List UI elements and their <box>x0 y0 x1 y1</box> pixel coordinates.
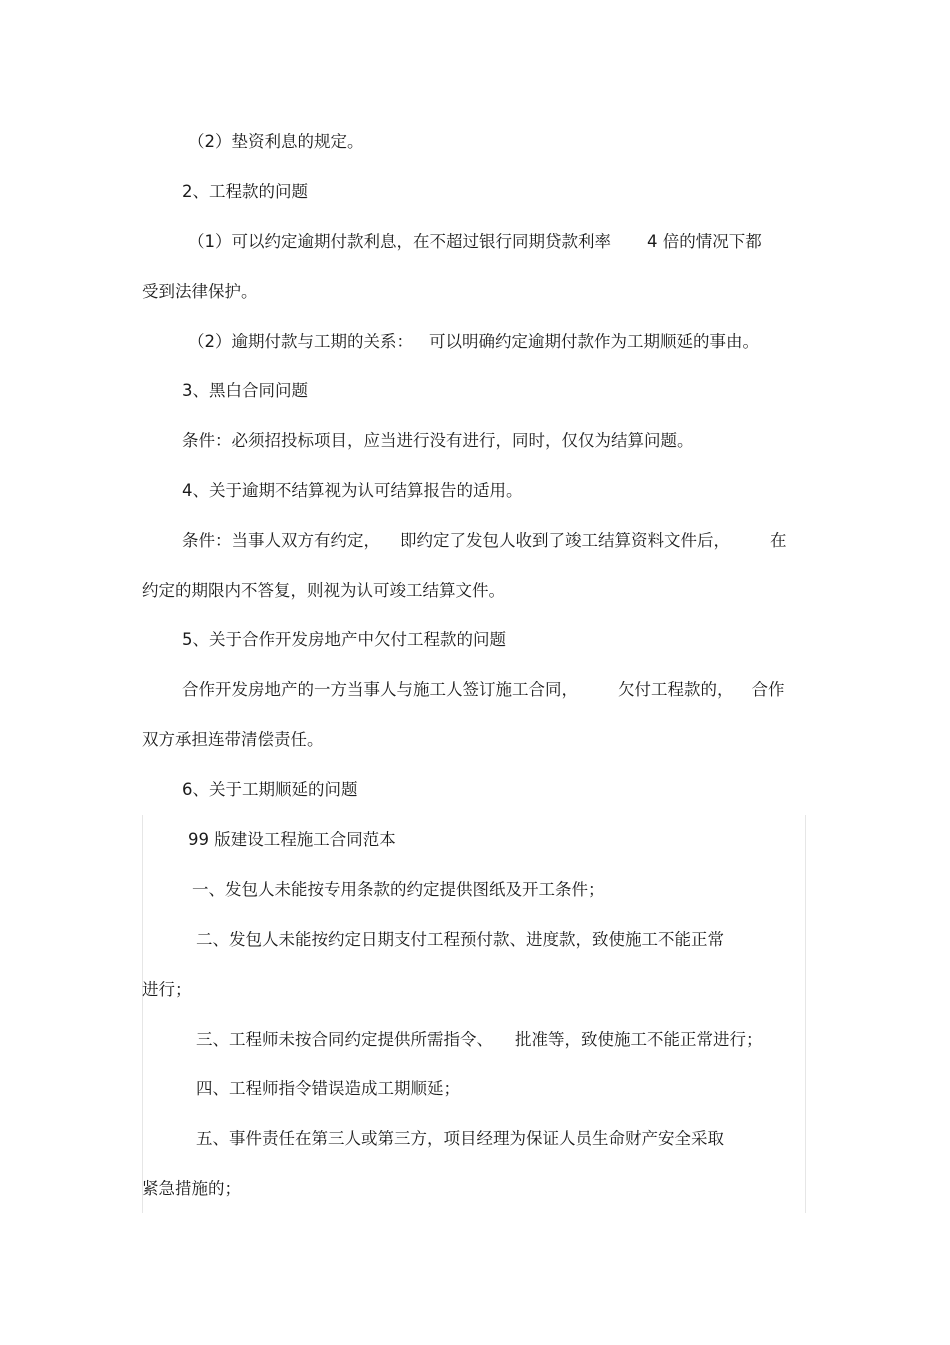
text-segment: 在 <box>770 531 787 550</box>
text-segment: （1）可以约定逾期付款利息，在不超过银行同期贷款利率 <box>188 232 611 251</box>
text-segment: 条件：当事人双方有约定， <box>182 531 380 550</box>
heading-6-extension: 6、关于工期顺延的问题 <box>182 780 358 799</box>
box-title: 99 版建设工程施工合同范本 <box>188 830 396 849</box>
text-line-3 <box>188 232 762 252</box>
contract-excerpt-box <box>142 815 806 1213</box>
box-item-3 <box>196 1030 763 1050</box>
box-item-2-cont: 进行； <box>142 980 192 999</box>
text-segment: 合作开发房地产的一方当事人与施工人签订施工合同， <box>182 680 578 699</box>
box-item-5-cont: 紧急措施的； <box>142 1179 241 1198</box>
text-line-5 <box>188 332 759 352</box>
text-segment: 即约定了发包人收到了竣工结算资料文件后， <box>400 531 730 550</box>
text-line-13: 双方承担连带清偿责任。 <box>142 730 324 749</box>
text-line-7: 条件：必须招投标项目，应当进行没有进行，同时，仅仅为结算问题。 <box>182 431 694 450</box>
text-segment: 4 倍的情况下都 <box>647 232 762 251</box>
text-segment: 批准等，致使施工不能正常进行； <box>515 1030 763 1049</box>
text-segment: 可以明确约定逾期付款作为工期顺延的事由。 <box>429 332 759 351</box>
heading-4-settlement: 4、关于逾期不结算视为认可结算报告的适用。 <box>182 481 523 500</box>
box-item-2: 二、发包人未能按约定日期支付工程预付款、进度款，致使施工不能正常 <box>196 930 724 949</box>
text-line-4: 受到法律保护。 <box>142 282 258 301</box>
text-line-9 <box>182 531 787 551</box>
text-line-1: （2）垫资利息的规定。 <box>188 132 364 151</box>
text-line-12 <box>182 680 785 700</box>
box-item-5: 五、事件责任在第三人或第三方，项目经理为保证人员生命财产安全采取 <box>196 1129 724 1148</box>
box-item-4: 四、工程师指令错误造成工期顺延； <box>196 1079 460 1098</box>
text-segment: （2）逾期付款与工期的关系： <box>188 332 413 351</box>
heading-3-contract: 3、黑白合同问题 <box>182 381 308 400</box>
text-segment: 欠付工程款的， <box>618 680 734 699</box>
box-item-1: 一、发包人未能按专用条款的约定提供图纸及开工条件； <box>192 880 605 899</box>
heading-5-cooperation: 5、关于合作开发房地产中欠付工程款的问题 <box>182 630 506 649</box>
text-segment: 三、工程师未按合同约定提供所需指令、 <box>196 1030 493 1049</box>
heading-2-payment: 2、工程款的问题 <box>182 182 308 201</box>
text-line-10: 约定的期限内不答复，则视为认可竣工结算文件。 <box>142 581 505 600</box>
text-segment: 合作 <box>751 680 785 699</box>
